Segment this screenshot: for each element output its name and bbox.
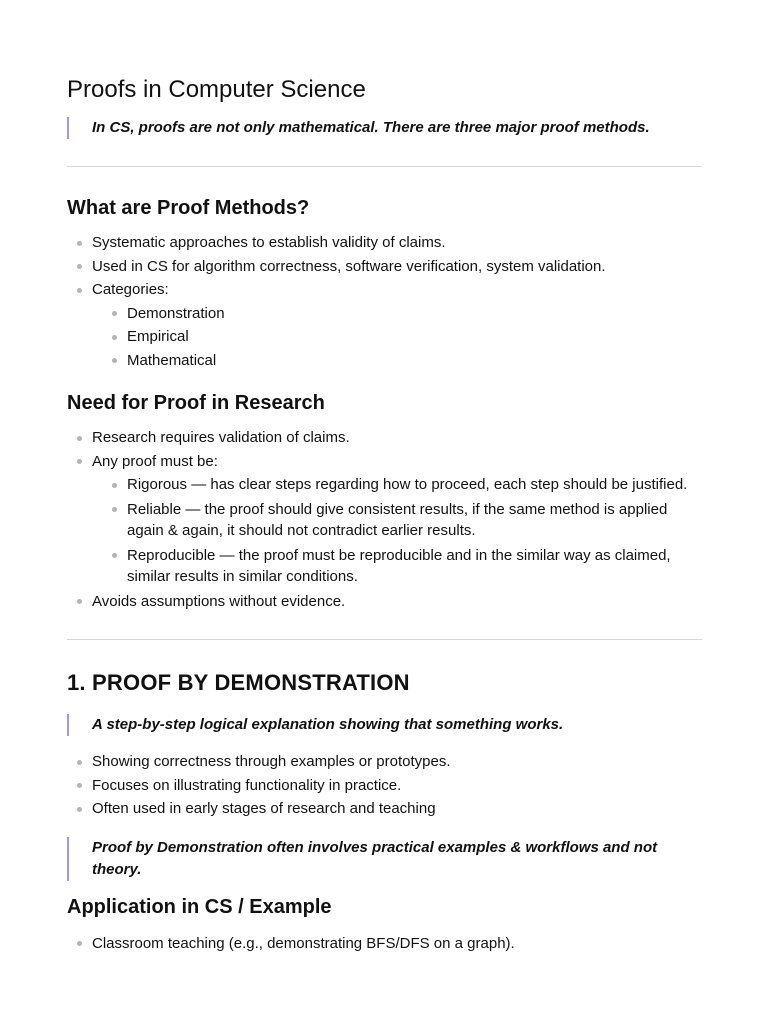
section-divider	[67, 166, 702, 167]
list-item-label: Any proof must be:	[92, 452, 218, 470]
need-for-proof-list	[67, 427, 702, 612]
proof-methods-list	[67, 232, 702, 371]
list-item-label: Categories:	[92, 281, 169, 298]
heading-application-example: Application in CS / Example	[67, 895, 332, 918]
list-item: Systematic approaches to establish validity of claims.	[67, 232, 702, 254]
list-item: Research requires validation of claims.	[67, 427, 702, 449]
category-item-demonstration: Demonstration	[102, 303, 702, 325]
note-quote: Proof by Demonstration often involves practical examples & workflows and not theory.	[67, 837, 702, 881]
requirement-item-rigorous: Rigorous — has clear steps regarding how to proceed, each step should be justified.	[102, 474, 702, 496]
category-item-mathematical: Mathematical	[102, 350, 702, 372]
requirement-item-reproducible: Reproducible — the proof must be reproducible and in the similar way as claimed, similar results in similar conditions.	[102, 545, 702, 588]
list-item: Avoids assumptions without evidence.	[67, 591, 702, 613]
application-list	[67, 933, 702, 955]
heading-proof-by-demonstration: 1. PROOF BY DEMONSTRATION	[67, 670, 410, 695]
requirement-item-reliable: Reliable — the proof should give consistent results, if the same method is applied again & again, it should not contradict earlier results.	[102, 499, 702, 542]
list-item: Classroom teaching (e.g., demonstrating BFS/DFS on a graph).	[67, 933, 702, 955]
section-divider	[67, 639, 702, 640]
list-item	[67, 451, 702, 588]
list-item: Showing correctness through examples or prototypes.	[67, 751, 702, 773]
requirements-list	[92, 474, 702, 588]
heading-need-for-proof: Need for Proof in Research	[67, 392, 325, 414]
list-item: Used in CS for algorithm correctness, software verification, system validation.	[67, 256, 702, 278]
categories-list	[92, 303, 702, 372]
definition-quote: A step-by-step logical explanation showing that something works.	[67, 714, 702, 736]
list-item: Often used in early stages of research and teaching	[67, 798, 702, 820]
heading-what-are-proof-methods: What are Proof Methods?	[67, 197, 310, 219]
page-title: Proofs in Computer Science	[67, 76, 366, 103]
list-item: Focuses on illustrating functionality in practice.	[67, 775, 702, 797]
demonstration-list	[67, 751, 702, 820]
category-item-empirical: Empirical	[102, 326, 702, 348]
list-item	[67, 279, 702, 371]
intro-quote: In CS, proofs are not only mathematical. There are three major proof methods.	[67, 117, 702, 139]
